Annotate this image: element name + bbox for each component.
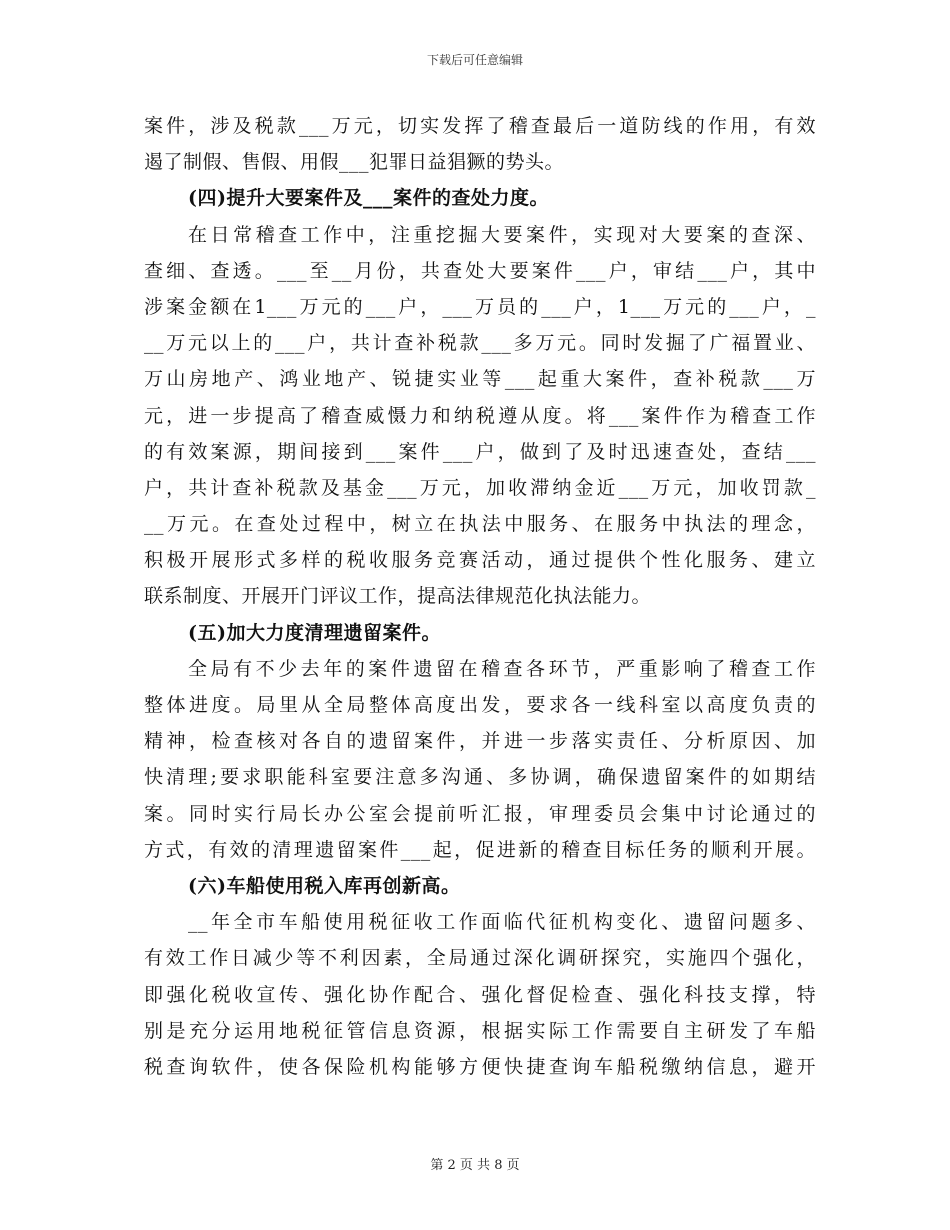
section-heading: (四)提升大要案件及___案件的查处力度。 (188, 187, 549, 210)
body-line: 元，进一步提高了稽查威慑力和纳税遵从度。将___案件作为稽查工作 (144, 404, 816, 427)
body-line: __年全市车船使用税征收工作面临代征机构变化、遗留问题多、 (188, 911, 816, 934)
body-line: __万元以上的___户，共计查补税款___多万元。同时发掘了广福置业、 (144, 332, 816, 355)
body-line: 户，共计查补税款及基金___万元，加收滞纳金近___万元，加收罚款_ (144, 476, 816, 499)
body-line: 方式，有效的清理遗留案件___起，促进新的稽查目标任务的顺利开展。 (144, 838, 816, 861)
section-heading: (五)加大力度清理遗留案件。 (188, 621, 441, 644)
body-line: 查细、查透。___至__月份，共查处大要案件___户，审结___户，其中 (144, 259, 816, 282)
body-line: 税查询软件，使各保险机构能够方便快捷查询车船税缴纳信息，避开 (144, 1055, 816, 1078)
body-line: 别是充分运用地税征管信息资源，根据实际工作需要自主研发了车船 (144, 1019, 816, 1042)
body-line: 即强化税收宣传、强化协作配合、强化督促检查、强化科技支撑，特 (144, 983, 816, 1006)
page-header: 下载后可任意编辑 (426, 53, 523, 67)
body-line: 联系制度、开展开门评议工作，提高法律规范化执法能力。 (144, 585, 652, 608)
body-line: 案件，涉及税款___万元，切实发挥了稽查最后一道防线的作用，有效 (144, 115, 816, 137)
body-line: 全局有不少去年的案件遗留在稽查各环节，严重影响了稽查工作 (188, 657, 816, 680)
body-line: 整体进度。局里从全局整体高度出发，要求各一线科室以高度负责的 (144, 694, 816, 716)
page-number: 第 2 页 共 8 页 (430, 1158, 520, 1173)
body-line: __万元。在查处过程中，树立在执法中服务、在服务中执法的理念， (144, 513, 816, 536)
body-line: 在日常稽查工作中，注重挖掘大要案件，实现对大要案的查深、 (188, 223, 816, 246)
body-line: 案。同时实行局长办公室会提前听汇报，审理委员会集中讨论通过的 (144, 802, 816, 825)
body-line: 有效工作日减少等不利因素，全局通过深化调研探究，实施四个强化， (144, 947, 816, 970)
section-heading: (六)车船使用税入库再创新高。 (188, 874, 461, 897)
body-line: 积极开展形式多样的税收服务竞赛活动，通过提供个性化服务、建立 (144, 549, 816, 572)
body-line: 遏了制假、售假、用假___犯罪日益猖獗的势头。 (144, 151, 565, 174)
body-line: 快清理;要求职能科室要注意多沟通、多协调，确保遗留案件的如期结 (144, 766, 816, 789)
document-body (144, 108, 816, 1085)
body-line: 精神，检查核对各自的遗留案件，并进一步落实责任、分析原因、加 (144, 730, 816, 753)
body-line: 涉案金额在1___万元的___户，___万员的___户，1___万元的___户，_ (144, 295, 816, 318)
body-line: 万山房地产、鸿业地产、锐捷实业等___起重大案件，查补税款___万 (144, 368, 816, 391)
body-line: 的有效案源，期间接到___案件___户，做到了及时迅速查处，查结___ (144, 440, 816, 463)
